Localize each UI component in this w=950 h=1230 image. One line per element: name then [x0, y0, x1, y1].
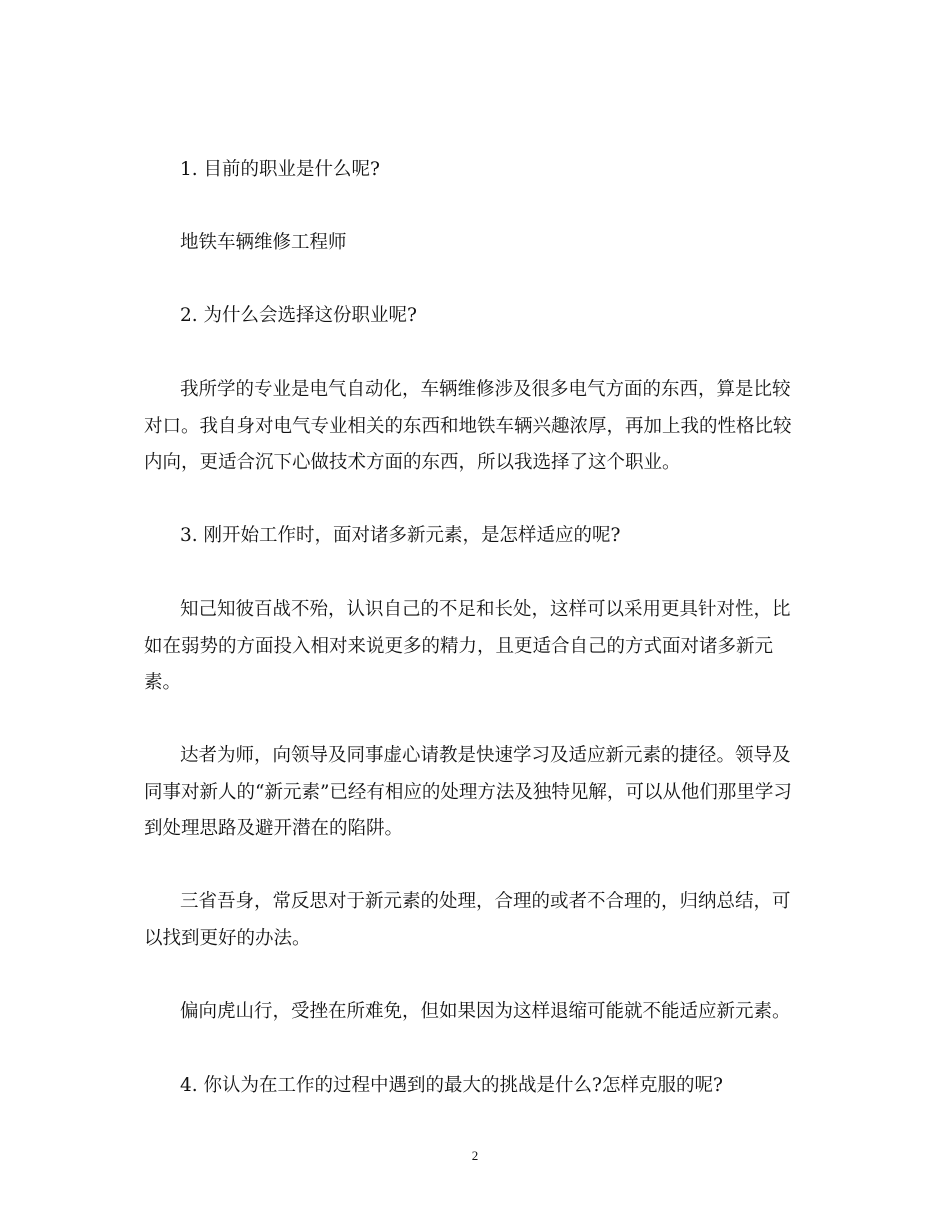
answer-3-paragraph-2: 达者为师，向领导及同事虚心请教是快速学习及适应新元素的捷径。领导及同事对新人的“新元素”已经有相应的处理方法及独特见解，可以从他们那里学习到处理思路及避开潜在的陷阱。: [144, 745, 792, 839]
answer-3-paragraph-3: 三省吾身，常反思对于新元素的处理，合理的或者不合理的，归纳总结，可以找到更好的办法。: [144, 891, 791, 949]
answer-3-paragraph-4: 偏向虎山行，受挫在所难免，但如果因为这样退缩可能就不能适应新元素。: [180, 1001, 791, 1022]
question-3: 3. 刚开始工作时，面对诸多新元素，是怎样适应的呢?: [180, 525, 621, 546]
answer-1: 地铁车辆维修工程师: [180, 232, 347, 253]
page-number: 2: [471, 1148, 479, 1163]
question-2: 2. 为什么会选择这份职业呢?: [180, 305, 417, 326]
question-1: 1. 目前的职业是什么呢?: [180, 159, 380, 180]
answer-2: 我所学的专业是电气自动化，车辆维修涉及很多电气方面的东西，算是比较对口。我自身对电气专业相关的东西和地铁车辆兴趣浓厚，再加上我的性格比较内向，更适合沉下心做技术方面的东西，所以我选择了这个职业。: [144, 379, 792, 473]
question-4: 4. 你认为在工作的过程中遇到的最大的挑战是什么?怎样克服的呢?: [180, 1075, 723, 1096]
answer-3-paragraph-1: 知己知彼百战不殆，认识自己的不足和长处，这样可以采用更具针对性，比如在弱势的方面投入相对来说更多的精力，且更适合自己的方式面对诸多新元素。: [144, 599, 791, 693]
